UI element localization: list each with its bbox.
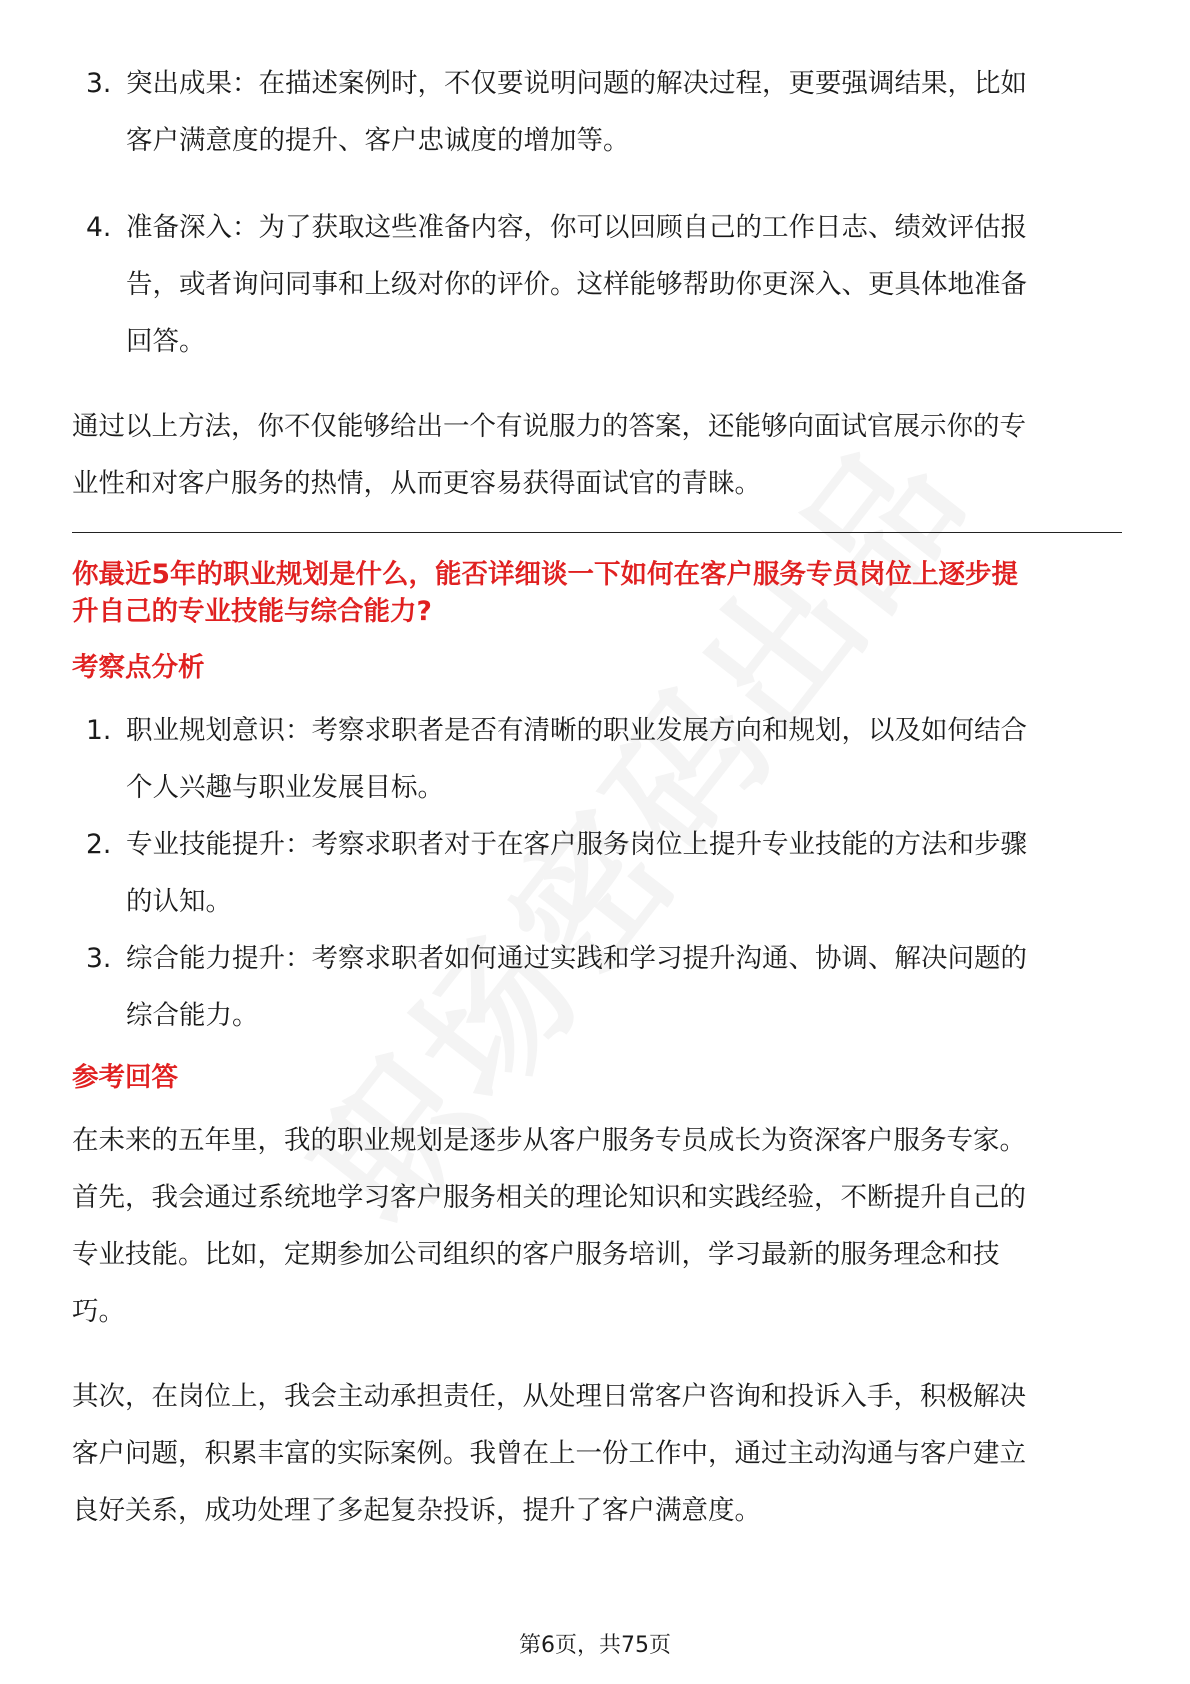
- analysis-list: [72, 702, 1122, 1044]
- question-line: 升自己的专业技能与综合能力?: [72, 596, 432, 627]
- answer-heading: 参考回答: [72, 1062, 178, 1093]
- paragraph-line: 巧。: [72, 1296, 125, 1327]
- page-content: [72, 55, 1122, 1539]
- paragraph-line: 业性和对客户服务的热情，从而更容易获得面试官的青睐。: [72, 468, 761, 499]
- list-item: [72, 199, 1122, 370]
- list-line: 个人兴趣与职业发展目标。: [126, 772, 444, 803]
- summary-paragraph: [72, 398, 1122, 512]
- list-line: 突出成果：在描述案例时，不仅要说明问题的解决过程，更要强调结果，比如: [126, 68, 1027, 99]
- spacer: [72, 1098, 1122, 1112]
- page-footer: 第6页，共75页: [519, 1633, 671, 1658]
- paragraph-line: 专业技能。比如，定期参加公司组织的客户服务培训，学习最新的服务理念和技: [72, 1239, 1000, 1270]
- answer-paragraph-1: [72, 1112, 1122, 1340]
- answer-paragraph-2: [72, 1368, 1122, 1539]
- list-number: 4.: [86, 212, 112, 243]
- question-line: 你最近5年的职业规划是什么，能否详细谈一下如何在客户服务专员岗位上逐步提: [72, 559, 1018, 590]
- question-heading: [72, 556, 1122, 630]
- list-line: 综合能力。: [126, 1000, 259, 1031]
- paragraph-line: 通过以上方法，你不仅能够给出一个有说服力的答案，还能够向面试官展示你的专: [72, 411, 1026, 442]
- list-line: 告，或者询问同事和上级对你的评价。这样能够帮助你更深入、更具体地准备: [126, 269, 1027, 300]
- list-number: 1.: [86, 715, 112, 746]
- paragraph-line: 首先，我会通过系统地学习客户服务相关的理论知识和实践经验，不断提升自己的: [72, 1182, 1026, 1213]
- list-line: 回答。: [126, 326, 206, 357]
- tips-list: [72, 55, 1122, 370]
- list-line: 的认知。: [126, 886, 232, 917]
- paragraph-line: 良好关系，成功处理了多起复杂投诉，提升了客户满意度。: [72, 1495, 761, 1526]
- spacer: [72, 688, 1122, 702]
- paragraph-line: 其次，在岗位上，我会主动承担责任，从处理日常客户咨询和投诉入手，积极解决: [72, 1381, 1026, 1412]
- paragraph-line: 客户问题，积累丰富的实际案例。我曾在上一份工作中，通过主动沟通与客户建立: [72, 1438, 1026, 1469]
- analysis-heading: 考察点分析: [72, 652, 205, 683]
- list-line: 客户满意度的提升、客户忠诚度的增加等。: [126, 125, 630, 156]
- section-divider: [72, 532, 1122, 533]
- list-line: 专业技能提升：考察求职者对于在客户服务岗位上提升专业技能的方法和步骤: [126, 829, 1027, 860]
- list-line: 职业规划意识：考察求职者是否有清晰的职业发展方向和规划，以及如何结合: [126, 715, 1027, 746]
- spacer: [72, 370, 1122, 398]
- list-line: 准备深入：为了获取这些准备内容，你可以回顾自己的工作日志、绩效评估报: [126, 212, 1027, 243]
- spacer: [72, 1340, 1122, 1368]
- list-number: 3.: [86, 943, 112, 974]
- list-number: 3.: [86, 68, 112, 99]
- list-item: [72, 55, 1122, 169]
- list-item: [72, 816, 1122, 930]
- list-spacer: [72, 169, 1122, 199]
- list-item: [72, 702, 1122, 816]
- list-number: 2.: [86, 829, 112, 860]
- paragraph-line: 在未来的五年里，我的职业规划是逐步从客户服务专员成长为资深客户服务专家。: [72, 1125, 1026, 1156]
- list-line: 综合能力提升：考察求职者如何通过实践和学习提升沟通、协调、解决问题的: [126, 943, 1027, 974]
- list-item: [72, 930, 1122, 1044]
